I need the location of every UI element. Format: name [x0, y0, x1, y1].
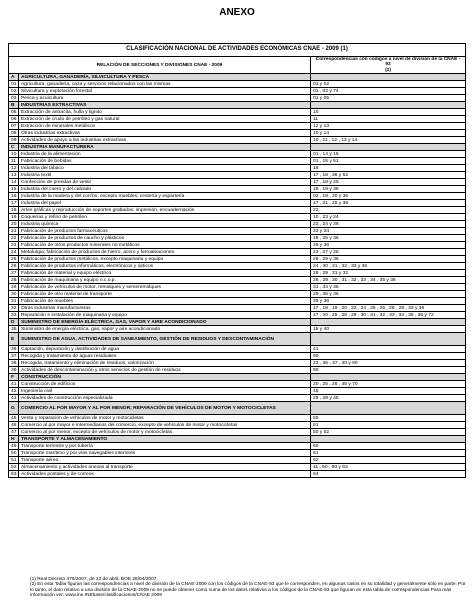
division-row	[9, 381, 466, 388]
division-code: 28	[9, 277, 19, 284]
footnote-2: (2) En esta Tabla figuran las correspondencias a nivel de división de la CNAE-2009 con los códigos de la CNAE-93 que le corresponden, en algunos casos en su totalidad y generalmente sólo en parte. Por lo tanto, el dato relativo a una división de la CNAE-2009 no se puede obtener como suma de los datos relativos a los códigos de la CNAE-93 que figuran en esta tabla de correspondencias Para más información ver: www.ine.INEbase/clasificaciones/CNAE 2009	[30, 582, 466, 599]
classification-table	[8, 43, 466, 478]
division-description: Suministro de energía eléctrica, gas, vapor y aire acondicionado	[19, 326, 311, 333]
division-description: Industria química	[19, 221, 311, 228]
division-code: 45	[9, 415, 19, 422]
division-code: 22	[9, 235, 19, 242]
cnae93-correspondence: 10	[311, 109, 466, 116]
division-code: 23	[9, 242, 19, 249]
division-description: Extracción de antracita, hulla y lignito	[19, 109, 311, 116]
division-description: Agricultura, ganadería, caza y servicios relacionados con las mismas	[19, 81, 311, 88]
cnae93-correspondence: 51	[311, 422, 466, 429]
division-row	[9, 346, 466, 353]
cnae93-correspondence: 64	[311, 471, 466, 478]
division-code: 26	[9, 263, 19, 270]
division-code: 43	[9, 395, 19, 402]
section-row	[9, 102, 466, 109]
division-description: Venta y reparación de vehículos de motor y motocicletas	[19, 415, 311, 422]
division-code: 46	[9, 422, 19, 429]
cnae93-correspondence: 10 y 14	[311, 130, 466, 137]
division-code: 29	[9, 284, 19, 291]
division-description: Industria textil	[19, 172, 311, 179]
division-code: 08	[9, 130, 19, 137]
division-code: 35	[9, 326, 19, 333]
division-row	[9, 326, 466, 333]
division-description: Transporte terrestre y por tubería	[19, 443, 311, 450]
division-description: Fabricación de productos informáticos, electrónicos y ópticos	[19, 263, 311, 270]
section-code: F	[9, 374, 19, 381]
cnae93-correspondence: 17 , 20 , 25 , 28 , 29 , 30 , 31 , 32 , 33 , 34 , 35 , 36 y 72	[311, 312, 466, 319]
section-code: D	[9, 319, 19, 326]
division-row	[9, 415, 466, 422]
division-description: Artes gráficas y reproducción de soportes grabados: impresión, encuadernación	[19, 207, 311, 214]
division-description: Fabricación de otro material de transporte	[19, 291, 311, 298]
cnae93-correspondence: 01 y 02	[311, 81, 466, 88]
cnae93-correspondence: 01 , 15 y 51	[311, 158, 466, 165]
table-title-row	[9, 44, 466, 57]
cnae93-correspondence: 23 y 24	[311, 228, 466, 235]
cnae93-correspondence: 16	[311, 165, 466, 172]
cnae93-correspondence: 11	[311, 116, 466, 123]
cnae93-correspondence: 22	[311, 207, 466, 214]
division-description: Fabricación de otros productos minerales no metálicos	[19, 242, 311, 249]
cnae93-correspondence: 50 y 52	[311, 429, 466, 436]
division-description: Fabricación de material y equipo eléctrico	[19, 270, 311, 277]
division-code: 51	[9, 457, 19, 464]
section-name: CONSTRUCCIÓN	[19, 374, 311, 381]
cnae93-correspondence: 23 , 24 y 36	[311, 221, 466, 228]
cnae93-correspondence: 31 , 34 y 36	[311, 284, 466, 291]
division-row	[9, 193, 466, 200]
division-row	[9, 249, 466, 256]
section-code: G	[9, 402, 19, 415]
division-description: Coquerías y refino de petróleo	[19, 214, 311, 221]
division-description: Otras industrias manufactureras	[19, 305, 311, 312]
division-description: Industria del tabaco	[19, 165, 311, 172]
division-row	[9, 312, 466, 319]
division-code: 39	[9, 367, 19, 374]
division-row	[9, 242, 466, 249]
section-name: INDUSTRIA MANUFACTURERA	[19, 144, 311, 151]
division-row	[9, 109, 466, 116]
division-code: 13	[9, 172, 19, 179]
division-row	[9, 235, 466, 242]
division-row	[9, 123, 466, 130]
cnae93-correspondence: 17 , 18 , 19 , 20 , 22 , 24 , 25 , 26 , 28 , 29 , 33 y 36	[311, 305, 466, 312]
division-row	[9, 207, 466, 214]
cnae93-correspondence	[311, 374, 466, 381]
cnae93-correspondence: 26 y 36	[311, 242, 466, 249]
section-name: SUMINISTRO DE ENERGÍA ELÉCTRICA, GAS, VAPOR Y AIRE ACONDICIONADO	[19, 319, 311, 326]
division-code: 36	[9, 346, 19, 353]
division-code: 02	[9, 88, 19, 95]
cnae93-correspondence: 23 , 35 , 37 , 40 y 90	[311, 360, 466, 367]
section-name: INDUSTRIAS EXTRACTIVAS	[19, 102, 311, 109]
cnae93-correspondence: 01 , 02 y 74	[311, 88, 466, 95]
division-code: 38	[9, 360, 19, 367]
cnae93-correspondence	[311, 144, 466, 151]
division-description: Fabricación de maquinaria y equipo n.c.o.p.	[19, 277, 311, 284]
division-description: Transporte marítimo y por vías navegables interiores	[19, 450, 311, 457]
cnae93-correspondence	[311, 436, 466, 443]
division-description: Fabricación de muebles	[19, 298, 311, 305]
division-code: 27	[9, 270, 19, 277]
division-row	[9, 277, 466, 284]
cnae93-correspondence: 01 , 14 y 15	[311, 151, 466, 158]
division-row	[9, 298, 466, 305]
division-description: Captación, depuración y distribución de agua	[19, 346, 311, 353]
division-description: Actividades de construcción especializada	[19, 395, 311, 402]
division-code: 03	[9, 95, 19, 102]
cnae93-correspondence: 62	[311, 457, 466, 464]
division-description: Almacenamiento y actividades anexas al transporte	[19, 464, 311, 471]
division-description: Comercio al por menor, excepto de vehículos de motor y motocicletas	[19, 429, 311, 436]
cnae93-correspondence: 61	[311, 450, 466, 457]
division-row	[9, 137, 466, 144]
division-description: Comercio al por mayor e intermediarios del comercio, excepto de vehículos de motor y motocicletas	[19, 422, 311, 429]
division-code: 19	[9, 214, 19, 221]
division-code: 30	[9, 291, 19, 298]
division-code: 31	[9, 298, 19, 305]
division-description: Reparación e instalación de maquinaria y equipo	[19, 312, 311, 319]
division-row	[9, 165, 466, 172]
cnae93-correspondence: 20 , 25 , 26 , 45 y 70	[311, 381, 466, 388]
cnae93-correspondence: 60	[311, 443, 466, 450]
cnae93-correspondence	[311, 333, 466, 346]
division-row	[9, 158, 466, 165]
division-description: Actividades postales y de correos	[19, 471, 311, 478]
division-row	[9, 429, 466, 436]
division-row	[9, 200, 466, 207]
section-row	[9, 74, 466, 81]
column-header-footnote-ref: (2)	[385, 67, 391, 73]
division-description: Industria del cuero y del calzado	[19, 186, 311, 193]
cnae93-correspondence: 10 , 11 , 12 , 13 y 14	[311, 137, 466, 144]
division-row	[9, 471, 466, 478]
cnae93-correspondence: 28 , 29 , 30 , 31 , 32 , 33 , 34 , 35 y 36	[311, 277, 466, 284]
division-description: Extracción de minerales metálicos	[19, 123, 311, 130]
division-code: 47	[9, 429, 19, 436]
division-row	[9, 284, 466, 291]
division-description: Metalurgia; fabricación de productos de hierro, acero y ferroaleaciones	[19, 249, 311, 256]
cnae93-correspondence: 45	[311, 388, 466, 395]
division-description: Industria de la madera y del corcho, excepto muebles; cestería y espartería	[19, 193, 311, 200]
section-name: COMERCIO AL POR MAYOR Y AL POR MENOR; REPARACIÓN DE VEHÍCULOS DE MOTOR Y MOTOCICLETAS	[19, 402, 311, 415]
division-code: 53	[9, 471, 19, 478]
cnae93-correspondence: 19 , 25 y 36	[311, 235, 466, 242]
division-description: Silvicultura y explotación forestal	[19, 88, 311, 95]
footnote-1: (1) Real Decreto 475/2007, de 13 de abril. BOE 28/04/2007	[30, 577, 157, 582]
cnae93-correspondence: 28 , 29 y 36	[311, 256, 466, 263]
division-description: Confección de prendas de vestir	[19, 179, 311, 186]
division-description: Actividades de apoyo a las industrias extractivas	[19, 137, 311, 144]
cnae93-correspondence: 24 , 30 , 31 , 32 , 33 y 36	[311, 263, 466, 270]
division-description: Fabricación de productos metálicos, excepto maquinaria y equipo	[19, 256, 311, 263]
cnae93-correspondence: 02 , 19 , 20 y 36	[311, 193, 466, 200]
cnae93-correspondence: 29 , 35 y 36	[311, 291, 466, 298]
division-description: Actividades de descontaminación y otros servicios de gestión de residuos	[19, 367, 311, 374]
section-code: C	[9, 144, 19, 151]
division-row	[9, 353, 466, 360]
division-row	[9, 130, 466, 137]
division-row	[9, 88, 466, 95]
division-code: 21	[9, 228, 19, 235]
cnae93-correspondence	[311, 74, 466, 81]
cnae93-correspondence: 01 y 05	[311, 95, 466, 102]
division-row	[9, 291, 466, 298]
division-row	[9, 305, 466, 312]
section-code: A	[9, 74, 19, 81]
division-row	[9, 395, 466, 402]
cnae93-correspondence: 11 , 50 , 60 y 63	[311, 464, 466, 471]
division-code: 06	[9, 116, 19, 123]
division-row	[9, 422, 466, 429]
division-code: 12	[9, 165, 19, 172]
division-row	[9, 228, 466, 235]
cnae93-correspondence: 10 , 23 y 24	[311, 214, 466, 221]
division-row	[9, 116, 466, 123]
section-row	[9, 319, 466, 326]
division-row	[9, 388, 466, 395]
table-header-row	[9, 57, 466, 74]
cnae93-correspondence	[311, 102, 466, 109]
section-code: B	[9, 102, 19, 109]
cnae93-correspondence: 41	[311, 346, 466, 353]
column-header-sections: RELACIÓN DE SECCIONES Y DIVISIONES CNAE - 2009	[9, 57, 311, 74]
cnae93-correspondence	[311, 319, 466, 326]
cnae93-correspondence: 90	[311, 353, 466, 360]
section-code: H	[9, 436, 19, 443]
column-header-correspondences-text: Correspondencias con códigos a nivel de división de la CNAE - 93	[315, 57, 461, 68]
division-description: Industria del papel	[19, 200, 311, 207]
division-code: 50	[9, 450, 19, 457]
cnae93-correspondence: 23 , 27 y 28	[311, 249, 466, 256]
division-row	[9, 186, 466, 193]
division-description: Pesca y acuicultura	[19, 95, 311, 102]
division-row	[9, 95, 466, 102]
cnae93-correspondence: 17 , 18 , 36 y 52	[311, 172, 466, 179]
division-code: 10	[9, 151, 19, 158]
division-code: 37	[9, 353, 19, 360]
section-name: TRANSPORTE Y ALMACENAMIENTO	[19, 436, 311, 443]
cnae93-correspondence: 15 y 40	[311, 326, 466, 333]
division-row	[9, 81, 466, 88]
section-row	[9, 144, 466, 151]
division-row	[9, 214, 466, 221]
division-code: 20	[9, 221, 19, 228]
division-row	[9, 360, 466, 367]
cnae93-correspondence: 17 , 21 , 25 y 36	[311, 200, 466, 207]
division-code: 49	[9, 443, 19, 450]
division-row	[9, 367, 466, 374]
division-description: Industria de la alimentación	[19, 151, 311, 158]
division-row	[9, 256, 466, 263]
division-row	[9, 457, 466, 464]
division-code: 42	[9, 388, 19, 395]
division-row	[9, 443, 466, 450]
division-description: Fabricación de vehículos de motor, remolques y semirremolques	[19, 284, 311, 291]
footnotes	[30, 577, 466, 599]
division-row	[9, 450, 466, 457]
division-row	[9, 172, 466, 179]
division-description: Otras industrias extractivas	[19, 130, 311, 137]
section-row	[9, 436, 466, 443]
division-row	[9, 179, 466, 186]
division-code: 17	[9, 200, 19, 207]
page-title: ANEXO	[219, 7, 255, 18]
division-row	[9, 464, 466, 471]
column-header-correspondences	[311, 57, 466, 74]
cnae93-correspondence: 35 y 36	[311, 298, 466, 305]
cnae93-correspondence: 18 , 19 y 36	[311, 186, 466, 193]
cnae93-correspondence: 12 y 13	[311, 123, 466, 130]
division-description: Fabricación de productos de caucho y plásticos	[19, 235, 311, 242]
division-code: 16	[9, 193, 19, 200]
division-code: 05	[9, 109, 19, 116]
division-row	[9, 270, 466, 277]
division-row	[9, 151, 466, 158]
division-description: Fabricación de productos farmacéuticos	[19, 228, 311, 235]
division-code: 25	[9, 256, 19, 263]
division-description: Transporte aéreo	[19, 457, 311, 464]
division-code: 15	[9, 186, 19, 193]
cnae93-correspondence: 25 , 28 y 45	[311, 395, 466, 402]
division-code: 52	[9, 464, 19, 471]
division-code: 18	[9, 207, 19, 214]
division-description: Recogida y tratamiento de aguas residuales	[19, 353, 311, 360]
division-description: Fabricación de bebidas	[19, 158, 311, 165]
division-code: 01	[9, 81, 19, 88]
division-row	[9, 221, 466, 228]
cnae93-correspondence: 90	[311, 367, 466, 374]
division-code: 07	[9, 123, 19, 130]
division-description: Construcción de edificios	[19, 381, 311, 388]
division-description: Extracción de crudo de petróleo y gas natural	[19, 116, 311, 123]
section-row	[9, 402, 466, 415]
division-code: 33	[9, 312, 19, 319]
division-code: 41	[9, 381, 19, 388]
division-row	[9, 263, 466, 270]
cnae93-correspondence: 50	[311, 415, 466, 422]
cnae93-correspondence: 17 , 18 y 25	[311, 179, 466, 186]
section-row	[9, 374, 466, 381]
section-name: SUMINISTRO DE AGUA, ACTIVIDADES DE SANEAMIENTO, GESTIÓN DE RESIDUOS Y DESCONTAMINACIÓN	[19, 333, 311, 346]
division-description: Recogida, tratamiento y eliminación de residuos; valorización	[19, 360, 311, 367]
division-code: 09	[9, 137, 19, 144]
division-code: 14	[9, 179, 19, 186]
division-code: 32	[9, 305, 19, 312]
division-description: Ingeniería civil	[19, 388, 311, 395]
section-row	[9, 333, 466, 346]
cnae93-correspondence	[311, 402, 466, 415]
table-title: CLASIFICACIÓN NACIONAL DE ACTIVIDADES ECONÓMICAS CNAE - 2009 (1)	[9, 44, 466, 57]
division-code: 11	[9, 158, 19, 165]
division-code: 24	[9, 249, 19, 256]
cnae93-correspondence: 28 , 29 , 31 y 32	[311, 270, 466, 277]
section-code: E	[9, 333, 19, 346]
section-name: AGRICULTURA, GANADERÍA, SILVICULTURA Y PESCA	[19, 74, 311, 81]
